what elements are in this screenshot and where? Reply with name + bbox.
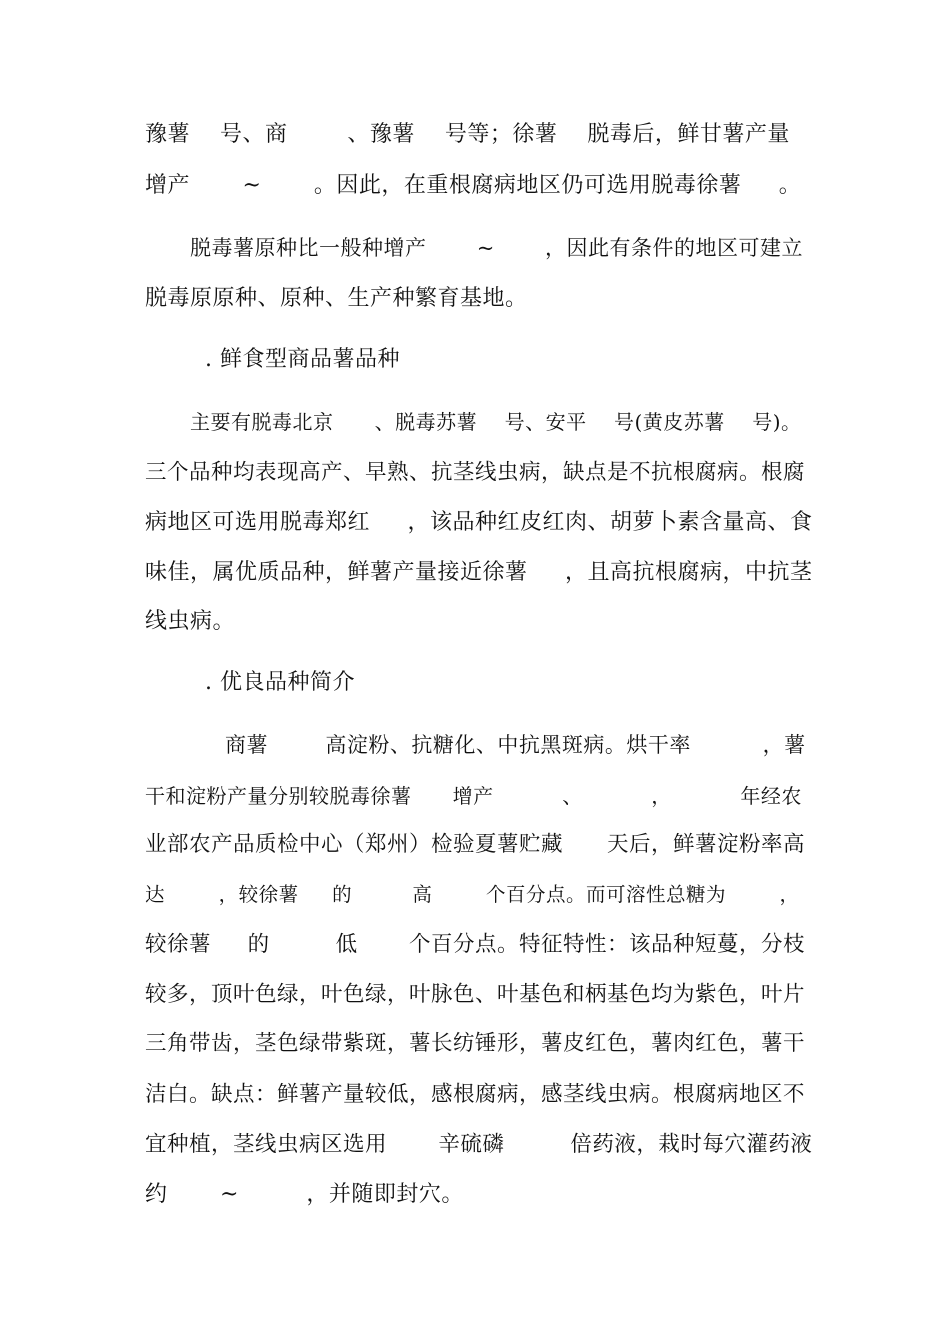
text-line: 豫薯 号、商 、豫薯 号等；徐薯 脱毒后，鲜甘薯产量 <box>145 122 790 147</box>
text-line: 味佳，属优质品种，鲜薯产量接近徐薯 ，且高抗根腐病，中抗茎 <box>145 560 813 585</box>
section-heading: . 优良品种简介 <box>205 670 355 695</box>
text-line: 线虫病。 <box>145 609 236 634</box>
text-line: 达 ，较徐薯 的 高 个百分点。而可溶性总糖为 ， <box>145 883 800 906</box>
text-line: 约 ~ ，并随即封穴。 <box>145 1182 464 1207</box>
text-line: 洁白。缺点：鲜薯产量较低，感根腐病，感茎线虫病。根腐病地区不 <box>145 1082 806 1107</box>
text-line: 较徐薯 的 低 个百分点。特征特性：该品种短蔓，分枝 <box>145 932 806 957</box>
text-line: 病地区可选用脱毒郑红 ，该品种红皮红肉、胡萝卜素含量高、食 <box>145 510 813 535</box>
text-line: 商薯 高淀粉、抗糖化、中抗黑斑病。烘干率 ，薯 <box>225 733 806 757</box>
section-heading: . 鲜食型商品薯品种 <box>205 347 400 372</box>
text-line: 干和淀粉产量分别较脱毒徐薯 增产 、 ， 年经农 <box>145 784 802 808</box>
text-line: 脱毒原原种、原种、生产种繁育基地。 <box>145 286 528 311</box>
text-line: 三角带齿，茎色绿带紫斑，薯长纺锤形，薯皮红色，薯肉红色，薯干 <box>145 1031 806 1056</box>
text-line: 较多，顶叶色绿，叶色绿，叶脉色、叶基色和柄基色均为紫色，叶片 <box>145 982 806 1007</box>
text-line: 三个品种均表现高产、早熟、抗茎线虫病，缺点是不抗根腐病。根腐 <box>145 460 806 485</box>
text-line: 业部农产品质检中心（郑州）检验夏薯贮藏 天后，鲜薯淀粉率高 <box>145 832 806 857</box>
text-line: 脱毒薯原种比一般种增产 ~ ，因此有条件的地区可建立 <box>190 236 804 260</box>
text-line: 宜种植，茎线虫病区选用 辛硫磷 倍药液，栽时每穴灌药液 <box>145 1132 813 1157</box>
text-line: 增产 ~ 。因此，在重根腐病地区仍可选用脱毒徐薯 。 <box>145 173 802 198</box>
text-line: 主要有脱毒北京 、脱毒苏薯 号、安平 号(黄皮苏薯 号)。 <box>190 410 802 434</box>
